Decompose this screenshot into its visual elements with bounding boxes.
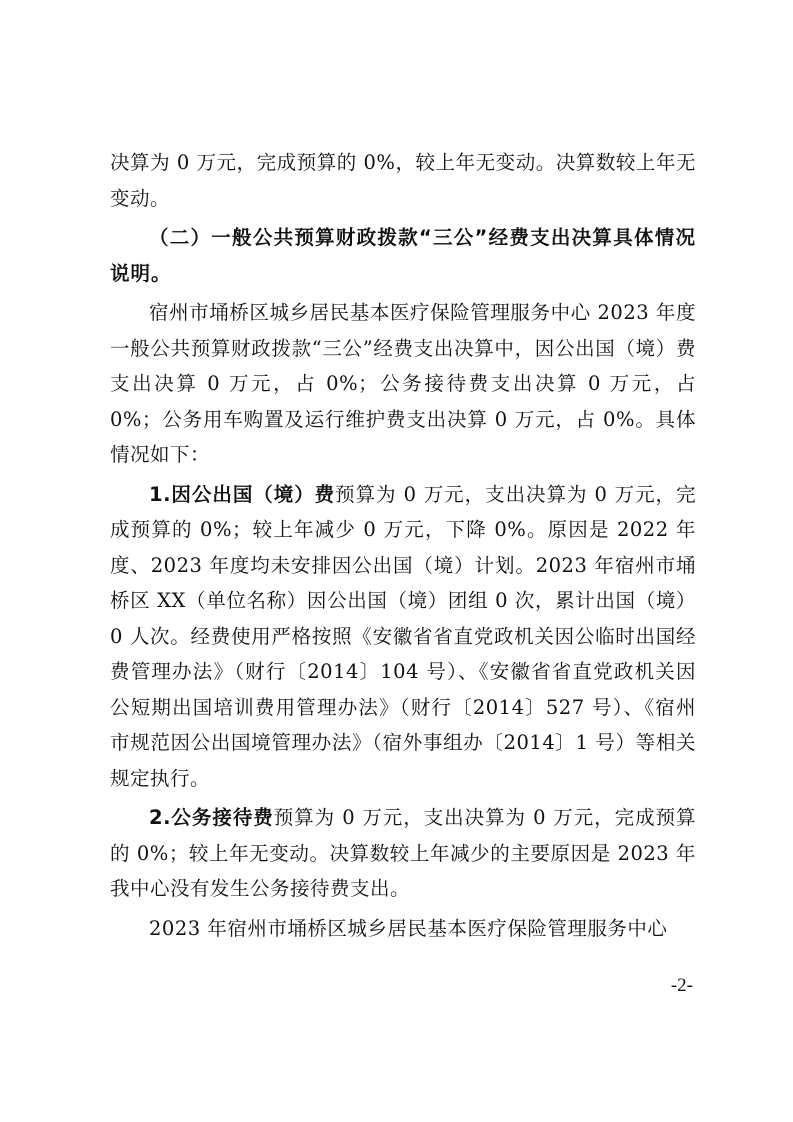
item-1-text: 预算为 0 万元，支出决算为 0 万元，完成预算的 0%；较上年减少 0 万元，下降 0%。原因是 2022 年度、2023 年度均未安排因公出国（境）计划。2023 年宿州市埇桥区 XX（单位名称）因公出国（境）团组 0 次，累计出国（境）0 人次。经费使用严格按照《安徽省省直党政机关因公临时出国经费管理办法》（财行〔2014〕104 号）、《安徽省省直党政机关因公短期出国培训费用管理办法》（财行〔2014〕527 号）、《宿州市规范因公出国境管理办法》（宿外事组办〔2014〕1 号）等相关规定执行。 (110, 482, 697, 790)
section-heading: （二）一般公共预算财政拨款“三公”经费支出决算具体情况说明。 (110, 226, 696, 285)
paragraph-summary: 宿州市埇桥区城乡居民基本医疗保险管理服务中心 2023 年度一般公共预算财政拨款“三公”经费支出决算中，因公出国（境）费支出决算 0 万元，占 0%；公务接待费支出决算 0 万元，占 0%；公务用车购置及运行维护费支出决算 0 万元，占 0%。具体情况如下： (110, 301, 696, 466)
paragraph-item-2 (110, 800, 696, 907)
page-number: -2- (670, 975, 693, 996)
item-2-text: 预算为 0 万元，支出决算为 0 万元，完成预算的 0%；较上年无变动。决算数较上年减少的主要原因是 2023 年我中心没有发生公务接待费支出。 (110, 806, 696, 900)
document-body (110, 145, 696, 946)
paragraph-last: 2023 年宿州市埇桥区城乡居民基本医疗保险管理服务中心 (149, 916, 668, 940)
item-1-label: 1.因公出国（境）费 (149, 482, 336, 506)
item-2-label: 2.公务接待费 (149, 806, 274, 829)
paragraph-item-1 (110, 477, 696, 797)
paragraph-continuation: 决算为 0 万元，完成预算的 0%，较上年无变动。决算数较上年无变动。 (110, 151, 696, 210)
